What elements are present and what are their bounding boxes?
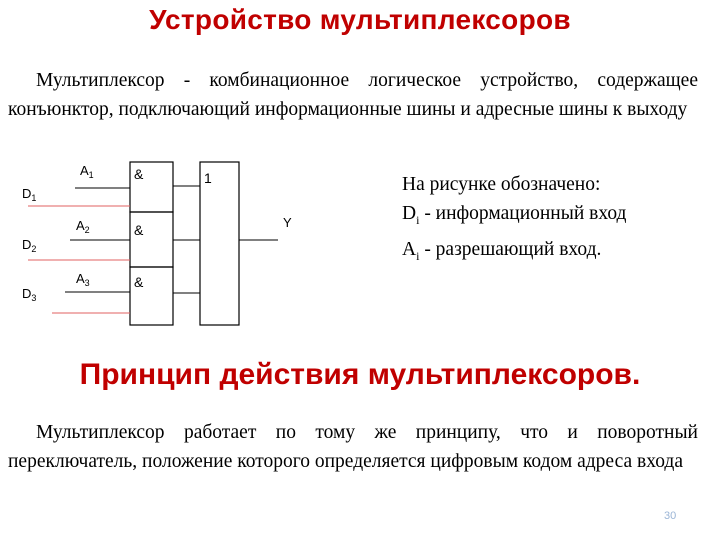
- intro-paragraph: Мультиплексор - комбинационное логическое устройство, содержащее конъюнктор, подключающий информационные шины и адресные шины к выходу: [8, 70, 698, 120]
- label-a1: $A_1$: [80, 163, 94, 180]
- label-d1: $D_1$: [22, 186, 37, 203]
- principle-paragraph: Мультиплексор работает по тому же принципу, что и поворотный переключатель, положение которого определяется цифровым кодом адреса входа: [8, 422, 698, 472]
- legend: [402, 170, 626, 271]
- or-symbol: 1: [204, 170, 212, 186]
- label-a2: $A_2$: [76, 218, 90, 235]
- label-y: Y: [283, 215, 292, 230]
- section-subtitle: Принцип действия мультиплексоров.: [79, 358, 641, 391]
- legend-d-line: $D_i$ - информационный вход: [402, 203, 627, 227]
- label-d2: $D_2$: [22, 237, 37, 254]
- and-gate-2: [130, 212, 173, 267]
- label-a3: $A_3$: [76, 271, 90, 288]
- and-symbol-1: &: [134, 166, 144, 182]
- multiplexer-diagram: [0, 150, 320, 335]
- or-gate: [200, 162, 239, 325]
- label-d3: $D_3$: [22, 286, 37, 303]
- and-symbol-3: &: [134, 274, 144, 290]
- and-symbol-2: &: [134, 222, 144, 238]
- legend-a-line: $A_i$ - разрешающий вход.: [402, 238, 602, 263]
- page-title: Устройство мультиплексоров: [149, 4, 571, 35]
- legend-heading: На рисунке обозначено:: [402, 174, 601, 195]
- page-number: 30: [664, 510, 677, 522]
